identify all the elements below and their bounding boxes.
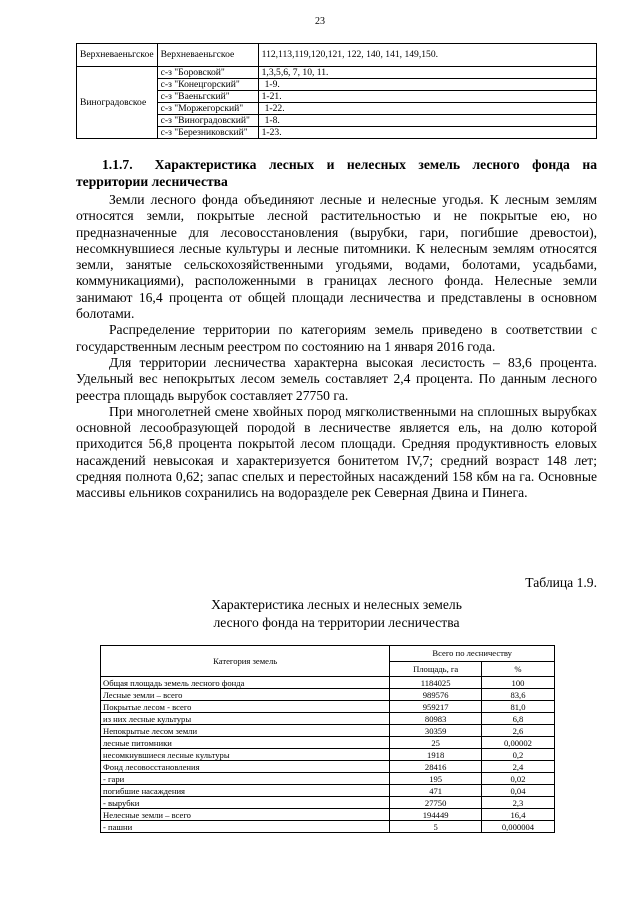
category-cell: - вырубки [101,797,390,809]
percent-cell: 0,04 [481,785,554,797]
land-table-body [101,677,555,833]
forestry-quarters-table [76,43,597,139]
quarters-cell: 1-8. [258,115,596,127]
section-title: Характеристика лесных и нелесных земель лесного фонда на территории лесничества [76,157,597,189]
table-row [101,749,555,761]
land-categories-table [100,645,555,833]
table-row [101,773,555,785]
table-row [101,797,555,809]
paragraph: При многолетней смене хвойных пород мягколиственными на сплошных вырубках основной лесообразующей породой в лесничестве является ель, на долю которой приходится 56,8 процента покрытой лесом площади. Средняя продуктивность еловых насаждений невысокая и характеризуется бонитетом IV,7; средний возраст 148 лет; средняя полнота 0,62; запас спелых и перестойных насаждений 158 кбм на га. Основные массивы ельников сохранились на водоразделе рек Северная Двина и Пинега. [76,403,597,501]
body-text [76,192,597,502]
category-cell: Общая площадь земель лесного фонда [101,677,390,689]
section-heading [76,156,597,190]
quarters-cell: 1-22. [258,103,596,115]
percent-cell: 0,02 [481,773,554,785]
category-cell: Непокрытые лесом земли [101,725,390,737]
percent-cell: 83,6 [481,689,554,701]
paragraph: Для территории лесничества характерна высокая лесистость – 83,6 процента. Удельный вес непокрытых лесом земель составляет 2,4 процента. По данным лесного реестра площадь вырубок составляет 27750 га. [76,354,597,403]
district-cell: с-з "Березниковский" [157,127,258,139]
area-cell: 30359 [390,725,482,737]
table-row [101,713,555,725]
paragraph: Земли лесного фонда объединяют лесные и нелесные угодья. К лесным землям относятся земли, покрытые лесной растительностью и не покрытые ею, но предназначенные для лесовосстановления (вырубки, гари, погибшие древостои), несомкнувшиеся лесные культуры и лесные питомники. К нелесным землям относятся земли, занятые сельскохозяйственными угодьями, водами, болотами, усадьбами, коммуникациями), расположенными в границах лесного фонда. Нелесные земли занимают 16,4 процента от общей площади лесничества и представлены в основном болотами. [76,192,597,322]
table-header-row [101,646,555,662]
area-cell: 471 [390,785,482,797]
quarters-cell: 1-9. [258,79,596,91]
area-cell: 195 [390,773,482,785]
table-caption-line: лесного фонда на территории лесничества [213,615,460,630]
quarters-cell: 1,3,5,6, 7, 10, 11. [258,67,596,79]
category-cell: - гари [101,773,390,785]
category-cell: погибшие насаждения [101,785,390,797]
category-cell: - пашни [101,821,390,833]
area-cell: 194449 [390,809,482,821]
forestry-cell: Виноградовское [77,67,158,139]
area-cell: 1184025 [390,677,482,689]
area-cell: 5 [390,821,482,833]
quarters-cell: 112,113,119,120,121, 122, 140, 141, 149,150. [258,44,596,67]
area-cell: 1918 [390,749,482,761]
percent-cell: 2,6 [481,725,554,737]
district-cell: Верхневаеньгское [157,44,258,67]
area-cell: 989576 [390,689,482,701]
category-cell: несомкнувшиеся лесные культуры [101,749,390,761]
percent-cell: 6,8 [481,713,554,725]
district-cell: с-з "Конецгорский" [157,79,258,91]
header-percent: % [481,661,554,677]
category-cell: Фонд лесовосстановления [101,761,390,773]
percent-cell: 81,0 [481,701,554,713]
area-cell: 27750 [390,797,482,809]
table-row [101,725,555,737]
table-row [101,785,555,797]
district-cell: с-з "Моржегорский" [157,103,258,115]
table-row [101,821,555,833]
percent-cell: 100 [481,677,554,689]
area-cell: 25 [390,737,482,749]
area-cell: 80983 [390,713,482,725]
percent-cell: 2,4 [481,761,554,773]
category-cell: Покрытые лесом - всего [101,701,390,713]
table-row [101,809,555,821]
category-cell: Лесные земли – всего [101,689,390,701]
table-caption-line: Характеристика лесных и нелесных земель [211,597,462,612]
table-row [77,67,597,79]
header-total: Всего по лесничеству [390,646,555,662]
category-cell: из них лесные культуры [101,713,390,725]
quarters-cell: 1-23. [258,127,596,139]
percent-cell: 2,3 [481,797,554,809]
percent-cell: 0,000004 [481,821,554,833]
header-area: Площадь, га [390,661,482,677]
percent-cell: 0,2 [481,749,554,761]
header-category: Категория земель [101,646,390,677]
quarters-cell: 1-21. [258,91,596,103]
table-label: Таблица 1.9. [525,575,597,590]
category-cell: лесные питомники [101,737,390,749]
district-cell: с-з "Виноградовский" [157,115,258,127]
district-cell: с-з "Боровской" [157,67,258,79]
table-caption [76,596,597,632]
paragraph: Распределение территории по категориям земель приведено в соответствии с государственным лесным реестром по состоянию на 1 января 2016 года. [76,322,597,354]
percent-cell: 16,4 [481,809,554,821]
table-row [101,701,555,713]
section-number: 1.1.7. [102,157,133,172]
forestry-cell: Верхневаеньгское [77,44,158,67]
table-row [101,689,555,701]
table-row [101,761,555,773]
area-cell: 28416 [390,761,482,773]
table-row [101,737,555,749]
district-cell: с-з "Ваеньгский" [157,91,258,103]
percent-cell: 0,00002 [481,737,554,749]
area-cell: 959217 [390,701,482,713]
page-number: 23 [315,16,325,27]
category-cell: Нелесные земли – всего [101,809,390,821]
table-row [77,44,597,67]
table-row [101,677,555,689]
